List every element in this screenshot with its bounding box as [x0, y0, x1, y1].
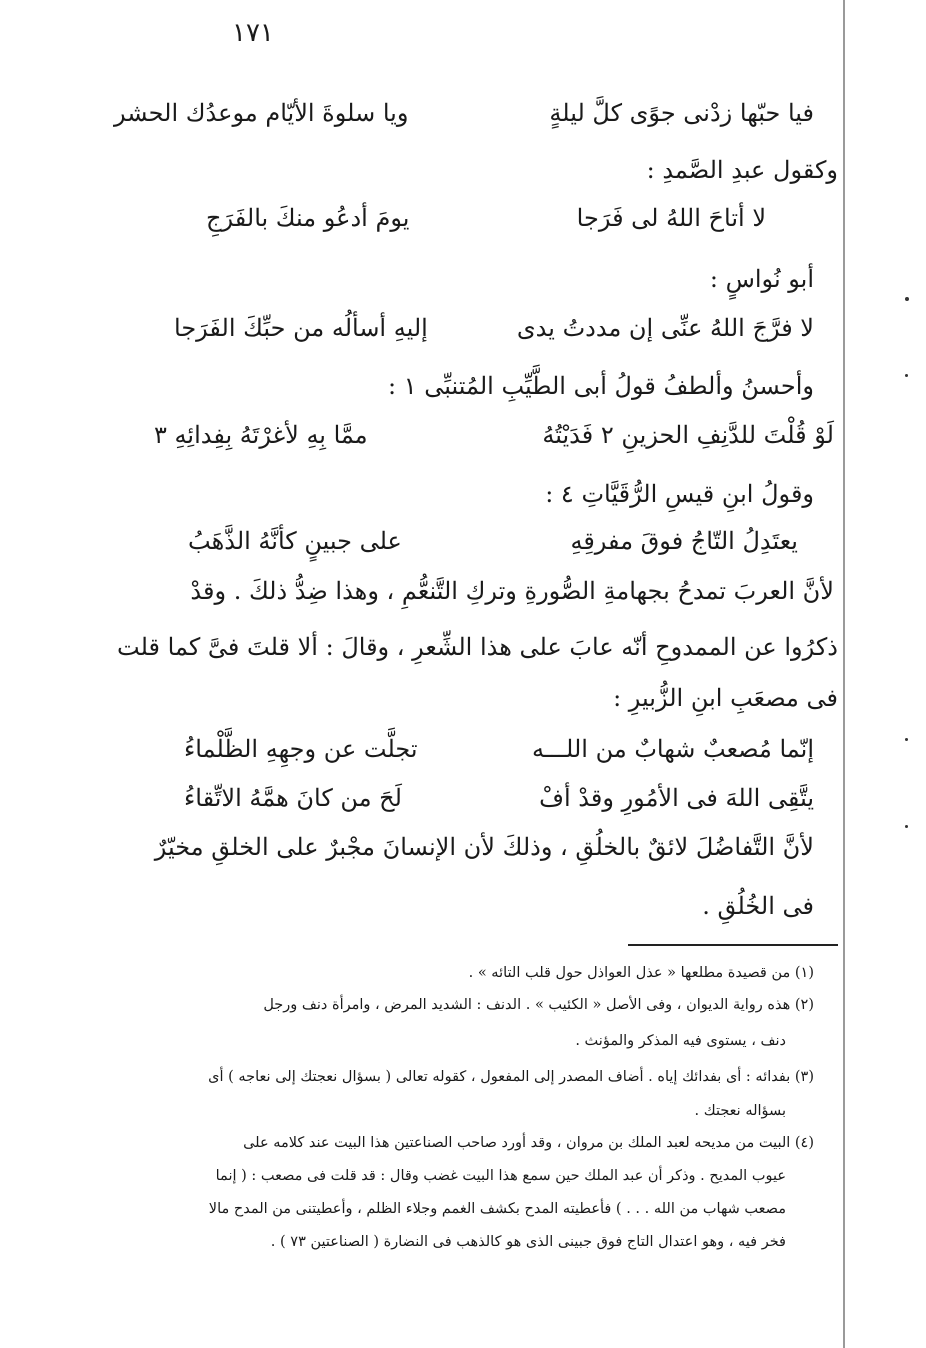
scan-speck — [905, 297, 909, 301]
verse-3 — [174, 311, 814, 345]
verse-4 — [154, 418, 834, 452]
verse-2 — [206, 201, 766, 235]
verse-5-second-hemistich: على جبينٍ كأنَّهُ الذَّهَبُ — [188, 527, 402, 555]
footnote-4-line-2: عيوب المديح . وذكر أن عبد الملك حين سمع هذا البيت غضب وقال : قد قلت فى مصعب : ( إنما — [215, 1168, 786, 1184]
scan-speck — [905, 825, 908, 828]
footnote-2-line-1: (٢) هذه رواية الديوان ، وفى الأصل « الكئيب » . الدنف : الشديد المرض ، وامرأة دنف ورجل — [263, 997, 814, 1013]
text-line-1: وكقول عبدِ الصَّمدِ : — [646, 156, 838, 184]
text-line-3: وأحسنُ وألطفُ قولُ أبى الطَّيِّبِ المُتنبِّى ١ : — [388, 372, 814, 400]
verse-3-first-hemistich: لا فرَّجَ اللهُ عنِّى إن مددتُ يدى — [516, 314, 814, 342]
verse-4-second-hemistich: ممَّا بِهِ لأغرْتَهُ بِفِدائِهِ ٣ — [154, 421, 368, 449]
footnote-3-line-1: (٣) بفدائه : أى بفدائك إياه . أضاف المصدر إلى المفعول ، كقوله تعالى ( بسؤال نعجتك إلى نعاجه ) أى — [208, 1069, 814, 1085]
footnote-4-line-4: فخر فيه ، وهو اعتدال التاج فوق جبينى الذى هو كالذهب فى النضارة ( الصناعتين ٧٣ ) . — [270, 1234, 786, 1250]
text-line-9: فى الخُلُقِ . — [702, 892, 814, 920]
text-line-7: فى مصعَبِ ابنِ الزُّبيرِ : — [613, 684, 838, 712]
page-binding-edge — [843, 0, 845, 1348]
verse-2-first-hemistich: لا أتاحَ اللهُ لى فَرَجا — [576, 204, 766, 232]
verse-6-first-hemistich: إنّما مُصعبٌ شهابٌ من اللـــه — [532, 735, 814, 763]
verse-7-second-hemistich: لَحَ من كانَ همَّهُ الاتِّقاءُ — [184, 784, 402, 812]
text-line-4: وقولُ ابنِ قيسِ الرُّقَيَّاتِ ٤ : — [545, 480, 814, 508]
verse-4-first-hemistich: لَوْ قُلْتَ للدَّنِفِ الحزينِ ٢ فَدَيْتُهُ — [542, 421, 834, 449]
verse-6-second-hemistich: تجلَّت عن وجهِهِ الظَّلْماءُ — [184, 735, 418, 763]
scan-speck — [905, 738, 908, 741]
verse-7-first-hemistich: يتَّقِى اللهَ فى الأمُورِ وقدْ أفْ — [539, 784, 814, 812]
verse-6 — [184, 732, 814, 766]
verse-3-second-hemistich: إليهِ أسألُه من حبِّكَ الفَرَجا — [174, 314, 428, 342]
verse-2-second-hemistich: يومَ أدعُو منكَ بالفَرَجِ — [206, 204, 410, 232]
verse-7 — [184, 781, 814, 815]
footnote-2-line-2: دنف ، يستوى فيه المذكر والمؤنث . — [575, 1033, 786, 1049]
verse-5 — [188, 524, 798, 558]
verse-1 — [114, 96, 814, 130]
verse-5-first-hemistich: يعتَدِلُ التّاجُ فوقَ مفرقِهِ — [570, 527, 798, 555]
verse-1-first-hemistich: فيا حبّها زدْنى جوًى كلَّ ليلةٍ — [549, 99, 814, 127]
text-line-8: لأنَّ التَّفاضُلَ لائقٌ بالخلُقِ ، وذلكَ لأن الإنسانَ مجْبرٌ على الخلقِ مخيّرٌ — [154, 833, 814, 861]
text-line-6: ذكرُوا عن الممدوحِ أنّه عابَ على هذا الشِّعرِ ، وقالَ : ألا قلتَ فىَّ كما قلت — [117, 633, 838, 661]
text-line-2: أبو نُواسٍ : — [709, 265, 814, 293]
scan-speck — [905, 374, 908, 377]
footnote-separator — [628, 944, 838, 946]
footnote-4-line-3: مصعب شهاب من الله . . . ) فأعطيته المدح بكشف الغمم وجلاء الظلم ، وأعطيتنى من المدح مالا — [208, 1201, 786, 1217]
verse-1-second-hemistich: ويا سلوةَ الأيّام موعدُك الحشر — [114, 99, 409, 127]
footnote-4-line-1: (٤) البيت من مديحه لعبد الملك بن مروان ، وقد أورد صاحب الصناعتين هذا البيت عند كلامه على — [243, 1135, 814, 1151]
text-line-5: لأنَّ العربَ تمدحُ بجهامةِ الصُّورةِ وتركِ التَّنعُّمِ ، وهذا ضِدُّ ذلكَ . وقدْ — [190, 577, 834, 605]
footnote-1: (١) من قصيدة مطلعها « عذل العواذل حول قلب التائه » . — [468, 965, 814, 981]
footnote-3-line-2: بسؤاله نعجتك . — [694, 1103, 786, 1119]
page-number: ١٧١ — [232, 18, 274, 48]
